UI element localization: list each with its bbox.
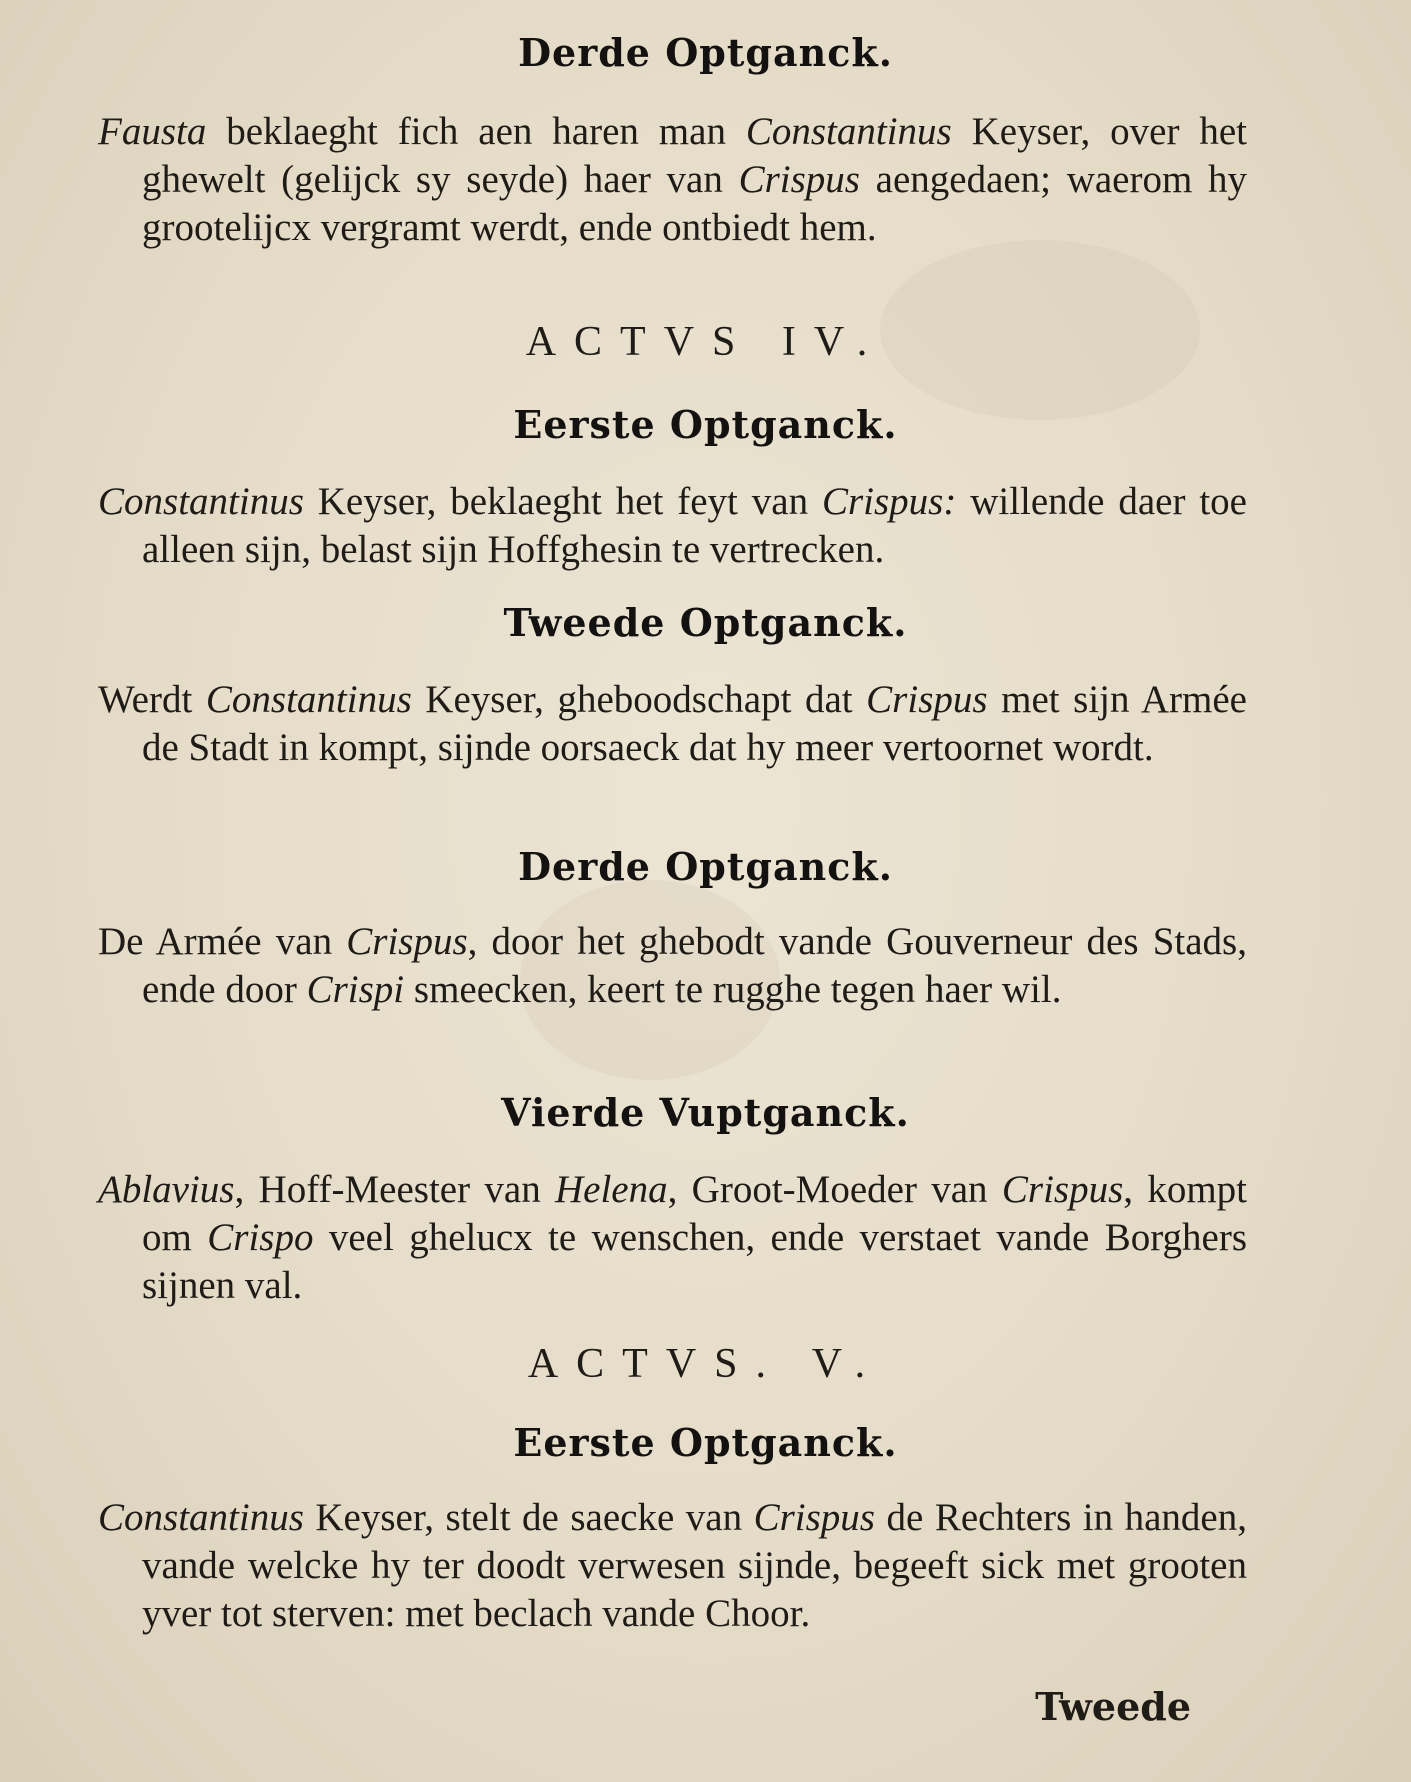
paragraph-constantinus-1 [98, 478, 1247, 574]
text: beklaeght fich aen haren man [206, 110, 746, 153]
text: Keyser, stelt de saecke van [303, 1496, 754, 1539]
text: , door het ghebodt vande Gouverneur des Stads, ende door [142, 920, 1247, 1011]
text: veel ghelucx te wenschen, ende verstaet vande Borghers sijnen val. [142, 1216, 1248, 1307]
paragraph-fausta [98, 108, 1247, 252]
paragraph-ablavius [98, 1166, 1247, 1310]
catchword: Tweede [1035, 1684, 1191, 1729]
heading-tweede-optganck: Tweede Optganck. [503, 600, 908, 645]
heading-eerste-optganck-2: Eerste Optganck. [513, 1420, 898, 1465]
heading-derde-optganck-2: Derde Optganck. [518, 844, 893, 889]
speaker-name: Crispi [306, 968, 405, 1011]
heading-actus-iv: ACTVS IV. [525, 319, 886, 365]
speaker-name: Constantinus [745, 110, 952, 153]
speaker-name: Constantinus [98, 480, 304, 523]
text: De Armée van [98, 920, 347, 963]
text: Keyser, over het ghewelt (gelijck sy seyde) haer van [142, 110, 1247, 201]
text: Keyser, beklaeght het feyt van [303, 480, 822, 523]
paragraph-constantinus-3 [98, 1494, 1247, 1638]
speaker-name: Crispus [346, 920, 468, 963]
heading-vierde-optganck: Vierde Vuptganck. [501, 1090, 910, 1135]
speaker-name: Crispus [753, 1496, 875, 1539]
heading-eerste-optganck: Eerste Optganck. [513, 402, 898, 447]
text: de Rechters in handen, vande welcke hy ter doodt verwesen sijnde, begeeft sick met grooten yver tot sterven: met beclach vande Choor. [142, 1496, 1247, 1635]
speaker-name: Constantinus [205, 678, 412, 721]
text: smeecken, keert te rugghe tegen haer wil. [404, 968, 1062, 1011]
speaker-name: Fausta [98, 110, 207, 153]
speaker-name: Constantinus [98, 1496, 304, 1539]
text: Keyser, gheboodschapt dat [411, 678, 867, 721]
text: , kompt om [142, 1168, 1247, 1259]
speaker-name: Helena [555, 1168, 668, 1211]
text: aengedaen; waerom hy grootelijcx vergramt werdt, ende ontbiedt hem. [142, 158, 1247, 249]
speaker-name: Crispus [1001, 1168, 1124, 1211]
heading-actus-v: ACTVS. V. [527, 1341, 884, 1387]
speaker-name: Crispo [207, 1216, 314, 1259]
heading-derde-optganck: Derde Optganck. [518, 30, 893, 75]
text: , Groot-Moeder van [667, 1168, 1002, 1211]
speaker-name: Ablavius [98, 1168, 235, 1211]
speaker-name: Crispus [866, 678, 988, 721]
speaker-name: Crispus: [821, 480, 957, 523]
text: , Hoff-Meester van [234, 1168, 555, 1211]
paragraph-constantinus-2 [98, 676, 1247, 772]
paragraph-armee [98, 918, 1247, 1014]
text: Werdt [98, 678, 206, 721]
speaker-name: Crispus [738, 158, 860, 201]
text: met sijn Armée de Stadt in kompt, sijnde oorsaeck dat hy meer vertoornet wordt. [142, 678, 1247, 769]
text: willende daer toe alleen sijn, belast sijn Hoffghesin te vertrecken. [142, 480, 1247, 571]
